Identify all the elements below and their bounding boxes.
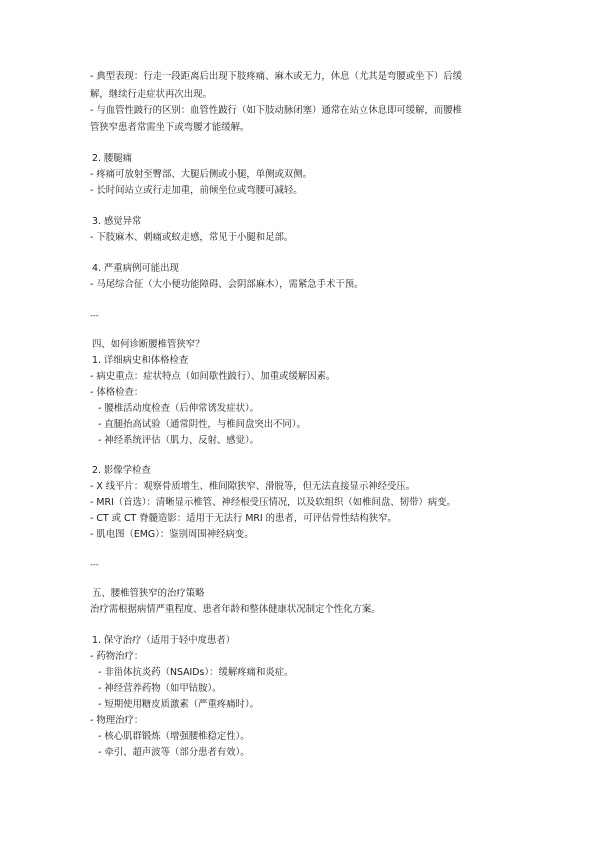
sub-list-item: - 神经营养药物（如甲钴胺）。 bbox=[98, 683, 222, 694]
list-item: - 疼痛可放射至臀部、大腿后侧或小腿，单侧或双侧。 bbox=[90, 169, 312, 180]
list-item: - 马尾综合征（大小便功能障碍、会阴部麻木），需紧急手术干预。 bbox=[90, 279, 364, 290]
sub-list-item: - 直腿抬高试验（通常阴性，与椎间盘突出不同）。 bbox=[98, 419, 306, 430]
text-line: 解，继续行走症状再次出现。 bbox=[90, 89, 212, 100]
list-item: - 病史重点：症状特点（如间歇性跛行）、加重或缓解因素。 bbox=[90, 371, 336, 382]
list-item: - 长时间站立或行走加重，前倾坐位或弯腰可减轻。 bbox=[90, 185, 303, 196]
list-item: - 肌电图（EMG）：鉴别周围神经病变。 bbox=[90, 529, 254, 540]
list-item: - CT 或 CT 脊髓造影：适用于无法行 MRI 的患者，可评估骨性结构狭窄。 bbox=[90, 513, 397, 524]
list-item: - MRI（首选）：清晰显示椎管、神经根受压情况，以及软组织（如椎间盘、韧带）病变。 bbox=[90, 497, 456, 508]
text-line: - 与血管性跛行的区别：血管性跛行（如下肢动脉闭塞）通常在站立休息即可缓解，而腰椎 bbox=[90, 105, 462, 116]
text-line: - 典型表现：行走一段距离后出现下肢疼痛、麻木或无力，休息（尤其是弯腰或坐下）后缓 bbox=[90, 71, 462, 82]
text-line: 管狭窄患者常需坐下或弯腰才能缓解。 bbox=[90, 122, 250, 133]
numbered-heading: 1. 详细病史和体格检查 bbox=[92, 355, 189, 366]
list-item: - 体格检查： bbox=[90, 387, 144, 398]
sub-list-item: - 神经系统评估（肌力、反射、感觉）。 bbox=[98, 435, 260, 446]
list-item: - 物理治疗： bbox=[90, 715, 144, 726]
paragraph: 治疗需根据病情严重程度、患者年龄和整体健康状况制定个性化方案。 bbox=[90, 604, 381, 615]
sub-list-item: - 牵引、超声波等（部分患者有效）。 bbox=[98, 747, 250, 758]
sub-list-item: - 非甾体抗炎药（NSAIDs）：缓解疼痛和炎症。 bbox=[98, 667, 294, 678]
sub-list-item: - 核心肌群锻炼（增强腰椎稳定性）。 bbox=[98, 731, 250, 742]
numbered-heading: 3. 感觉异常 bbox=[92, 216, 142, 227]
list-item: - X 线平片：观察骨质增生、椎间隙狭窄、滑脱等，但无法直接显示神经受压。 bbox=[90, 481, 416, 492]
numbered-heading: 1. 保守治疗（适用于轻中度患者） bbox=[92, 635, 236, 646]
section-heading: 五、腰椎管狭窄的治疗策略 bbox=[92, 588, 205, 599]
numbered-heading: 2. 腰腿痛 bbox=[92, 153, 133, 164]
separator: --- bbox=[90, 311, 99, 320]
section-heading: 四、如何诊断腰椎管狭窄？ bbox=[92, 339, 205, 350]
numbered-heading: 4. 严重病例可能出现 bbox=[92, 263, 179, 274]
sub-list-item: - 短期使用糖皮质激素（严重疼痛时）。 bbox=[98, 699, 260, 710]
separator: --- bbox=[90, 560, 99, 569]
numbered-heading: 2. 影像学检查 bbox=[92, 465, 151, 476]
sub-list-item: - 腰椎活动度检查（后伸常诱发症状）。 bbox=[98, 403, 260, 414]
list-item: - 药物治疗： bbox=[90, 651, 144, 662]
list-item: - 下肢麻木、刺痛或蚁走感，常见于小腿和足部。 bbox=[90, 232, 294, 243]
